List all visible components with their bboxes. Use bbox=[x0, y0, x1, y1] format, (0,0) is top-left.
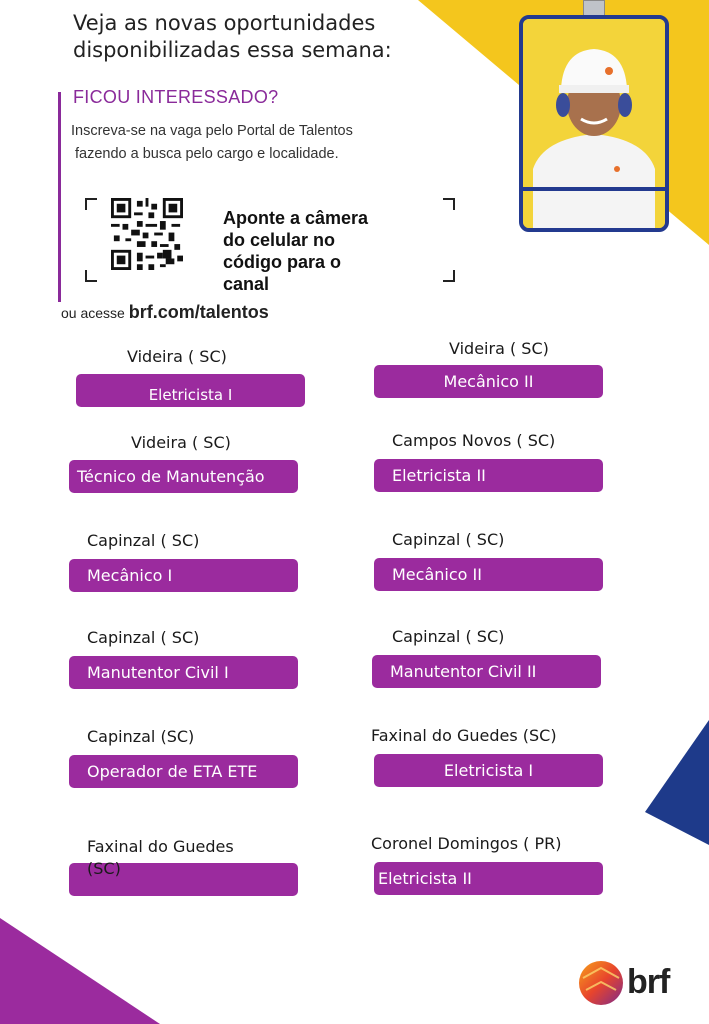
purple-triangle bbox=[0, 918, 160, 1024]
job-location: Capinzal ( SC) bbox=[392, 627, 505, 646]
frame-corner bbox=[85, 198, 97, 210]
instruction-line-2: fazendo a busca pelo cargo e localidade. bbox=[75, 146, 339, 162]
navy-triangle bbox=[645, 720, 709, 845]
job-role-button[interactable]: Operador de ETA ETE bbox=[69, 755, 298, 788]
instruction-line-1: Inscreva-se na vaga pelo Portal de Talentos bbox=[71, 123, 353, 139]
qr-instructions bbox=[223, 207, 423, 295]
job-location: Videira ( SC) bbox=[127, 347, 227, 366]
interest-title: FICOU INTERESSADO? bbox=[73, 87, 279, 107]
frame-corner bbox=[443, 198, 455, 210]
qr-text-line: código para o bbox=[223, 252, 342, 272]
headline-line-1: Veja as novas oportunidades bbox=[73, 11, 376, 35]
job-location: Capinzal ( SC) bbox=[87, 628, 200, 647]
job-role-button[interactable]: Eletricista II bbox=[374, 459, 603, 492]
job-location: Capinzal ( SC) bbox=[87, 531, 200, 550]
job-location: Coronel Domingos ( PR) bbox=[371, 834, 562, 853]
job-role-button[interactable]: Manutentor Civil I bbox=[69, 656, 298, 689]
qr-text-line: Aponte a câmera bbox=[223, 208, 369, 228]
job-role-button[interactable]: Mecânico I bbox=[69, 559, 298, 592]
access-prefix: ou acesse bbox=[61, 305, 125, 321]
job-location-line: Faxinal do Guedes bbox=[87, 837, 234, 856]
job-role-button[interactable]: Mecânico II bbox=[374, 365, 603, 398]
job-location: Videira ( SC) bbox=[131, 433, 231, 452]
job-location bbox=[87, 836, 234, 880]
page-headline bbox=[73, 10, 392, 64]
qr-section bbox=[85, 198, 455, 294]
job-location: Campos Novos ( SC) bbox=[392, 431, 556, 450]
employee-badge-photo bbox=[519, 15, 669, 232]
job-location-line: (SC) bbox=[87, 859, 121, 878]
qr-code[interactable] bbox=[110, 198, 184, 270]
access-line bbox=[61, 302, 269, 323]
job-location: Capinzal ( SC) bbox=[392, 530, 505, 549]
brf-logo-icon bbox=[578, 960, 624, 1006]
accent-bar bbox=[58, 92, 61, 302]
job-location: Capinzal (SC) bbox=[87, 727, 195, 746]
frame-corner bbox=[85, 270, 97, 282]
job-role-button[interactable]: Eletricista II bbox=[374, 862, 603, 895]
job-location: Videira ( SC) bbox=[449, 339, 549, 358]
job-role-button[interactable]: Mecânico II bbox=[374, 558, 603, 591]
headline-line-2: disponibilizadas essa semana: bbox=[73, 38, 392, 62]
job-role-button[interactable]: Manutentor Civil II bbox=[372, 655, 601, 688]
job-location: Faxinal do Guedes (SC) bbox=[371, 726, 557, 745]
brf-logo-text: brf bbox=[627, 963, 670, 1001]
qr-text-line: canal bbox=[223, 274, 270, 294]
worker-photo-illustration bbox=[523, 19, 665, 228]
talent-portal-link[interactable]: brf.com/talentos bbox=[128, 302, 269, 322]
job-role-button[interactable]: Técnico de Manutenção bbox=[69, 460, 298, 493]
job-role-button[interactable]: Eletricista I bbox=[76, 374, 305, 407]
frame-corner bbox=[443, 270, 455, 282]
instructions bbox=[71, 120, 353, 166]
qr-text-line: do celular no bbox=[223, 230, 336, 250]
job-role-button[interactable]: Eletricista I bbox=[374, 754, 603, 787]
